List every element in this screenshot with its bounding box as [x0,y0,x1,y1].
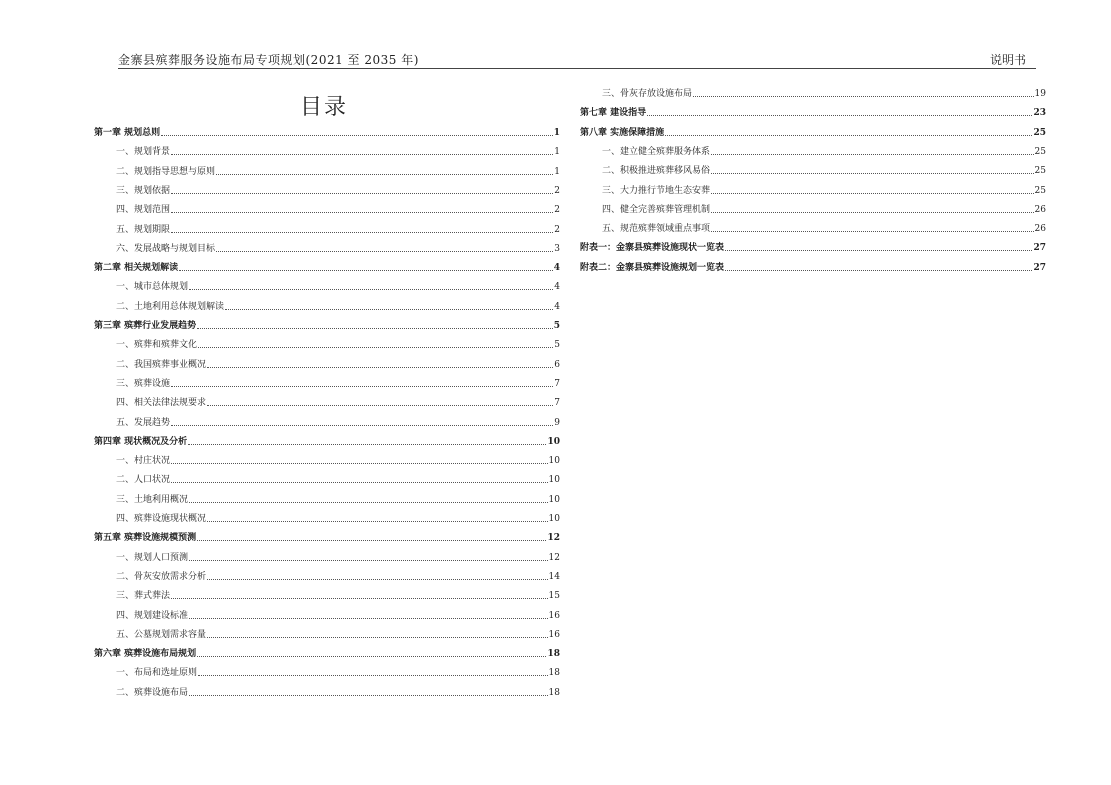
toc-entry-page-number: 10 [548,494,560,505]
toc-entry-label: 三、土地利用概况 [116,494,189,505]
toc-section-entry[interactable] [94,356,560,370]
toc-entry-label: 三、骨灰存放设施布局 [602,89,693,99]
toc-section-entry[interactable] [94,568,560,582]
toc-entry-page-number: 5 [553,321,560,331]
toc-entry-page-number: 16 [548,629,560,640]
toc-chapter-entry[interactable] [580,104,1046,118]
dot-leader [725,270,1032,271]
header-doc-type: 说明书 [989,53,1026,67]
dot-leader [171,212,553,213]
toc-entry-label: 第五章 殡葬设施规模预测 [94,533,197,544]
dot-leader [189,695,548,696]
toc-chapter-entry[interactable] [580,239,1046,253]
toc-entry-label: 三、殡葬设施 [116,378,171,389]
toc-entry-label: 四、规划范围 [116,205,171,216]
toc-chapter-entry[interactable] [580,124,1046,138]
toc-chapter-entry[interactable] [580,259,1046,273]
toc-entry-page-number: 2 [554,205,560,216]
toc-entry-page-number: 10 [547,436,560,447]
dot-leader [197,656,546,657]
toc-entry-label: 第二章 相关规划解读 [94,263,179,274]
toc-section-entry[interactable] [94,336,560,350]
dot-leader [711,154,1034,155]
toc-entry-label: 六、发展战略与规划目标 [116,243,216,254]
toc-section-entry[interactable] [94,491,560,505]
dot-leader [225,309,553,310]
toc-section-entry[interactable] [580,143,1046,157]
toc-chapter-entry[interactable] [94,317,560,331]
toc-section-entry[interactable] [94,221,560,235]
dot-leader [189,502,548,503]
toc-entry-page-number: 15 [548,591,560,602]
toc-entry-label: 一、规划人口预测 [116,552,189,563]
dot-leader [161,135,553,136]
toc-entry-label: 五、规划期限 [116,224,171,235]
dot-leader [665,135,1032,136]
toc-entry-label: 五、规范殡葬领域重点事项 [602,224,711,235]
toc-entry-page-number: 7 [554,398,560,409]
toc-chapter-entry[interactable] [94,645,560,659]
toc-chapter-entry[interactable] [94,259,560,273]
toc-section-entry[interactable] [94,298,560,312]
toc-entry-label: 第四章 现状概况及分析 [94,436,188,447]
toc-entry-page-number: 4 [554,282,560,293]
page-header [118,50,1036,69]
toc-section-entry[interactable] [94,626,560,640]
dot-leader [198,347,553,348]
toc-section-entry[interactable] [94,471,560,485]
toc-section-entry[interactable] [94,607,560,621]
toc-section-entry[interactable] [94,240,560,254]
toc-entry-page-number: 25 [1034,166,1046,177]
toc-entry-page-number: 3 [554,243,560,254]
dot-leader [171,154,553,155]
toc-entry-page-number: 10 [548,456,560,467]
toc-entry-page-number: 19 [1034,89,1046,99]
toc-entry-page-number: 25 [1034,185,1046,196]
toc-section-entry[interactable] [94,452,560,466]
toc-entry-label: 二、殡葬设施布局 [116,687,189,698]
toc-entry-label: 第七章 建设指导 [580,108,647,119]
dot-leader [216,251,553,252]
dot-leader [207,405,553,406]
toc-entry-label: 一、规划背景 [116,147,171,158]
dot-leader [711,173,1034,174]
toc-entry-page-number: 26 [1034,204,1046,215]
dot-leader [216,174,553,175]
toc-section-entry[interactable] [94,278,560,292]
toc-section-entry[interactable] [94,587,560,601]
toc-section-entry[interactable] [580,162,1046,176]
toc-entry-label: 第一章 规划总则 [94,128,161,138]
dot-leader [197,540,546,541]
dot-leader [725,250,1032,251]
toc-section-entry[interactable] [94,143,560,157]
toc-section-entry[interactable] [94,375,560,389]
toc-section-entry[interactable] [580,85,1046,99]
toc-entry-page-number: 1 [553,128,560,138]
toc-entry-page-number: 4 [554,301,560,312]
dot-leader [179,270,553,271]
toc-section-entry[interactable] [94,201,560,215]
toc-entry-label: 二、我国殡葬事业概况 [116,359,207,370]
dot-leader [207,521,548,522]
toc-entry-label: 一、村庄状况 [116,456,171,467]
dot-leader [188,444,546,445]
toc-entry-page-number: 2 [554,224,560,235]
toc-entry-label: 第三章 殡葬行业发展趋势 [94,321,197,331]
toc-entry-page-number: 18 [548,687,560,698]
toc-entry-page-number: 16 [548,610,560,621]
toc-entry-page-number: 1 [554,147,560,158]
toc-entry-label: 二、土地利用总体规划解读 [116,301,225,312]
toc-entry-label: 二、人口状况 [116,475,171,486]
dot-leader [189,289,553,290]
dot-leader [189,560,548,561]
dot-leader [197,328,553,329]
dot-leader [207,367,553,368]
toc-entry-page-number: 9 [554,417,560,428]
dot-leader [171,193,553,194]
toc-entry-page-number: 14 [548,571,560,582]
toc-entry-page-number: 12 [548,552,560,563]
dot-leader [171,232,553,233]
dot-leader [198,675,548,676]
toc-entry-label: 二、规划指导思想与原则 [116,166,216,177]
toc-chapter-entry[interactable] [94,124,560,138]
toc-entry-label: 一、建立健全殡葬服务体系 [602,146,711,157]
toc-entry-page-number: 25 [1034,146,1046,157]
toc-entry-label: 一、殡葬和殡葬文化 [116,340,198,351]
dot-leader [171,598,548,599]
toc-section-entry[interactable] [94,394,560,408]
toc-entry-page-number: 6 [554,359,560,370]
dot-leader [171,463,548,464]
toc-entry-label: 四、规划建设标准 [116,610,189,621]
toc-entry-page-number: 27 [1033,243,1046,254]
toc-section-entry[interactable] [94,684,560,698]
toc-entry-label: 三、规划依据 [116,185,171,196]
toc-entry-page-number: 25 [1033,127,1046,138]
toc-entry-page-number: 26 [1034,224,1046,235]
toc-entry-page-number: 7 [554,378,560,389]
dot-leader [711,212,1034,213]
dot-leader [207,637,548,638]
toc-entry-label: 二、积极推进殡葬移风易俗 [602,166,711,177]
toc-entry-label: 三、葬式葬法 [116,591,171,602]
toc-entry-label: 第六章 殡葬设施布局规划 [94,649,197,660]
toc-entry-page-number: 1 [554,166,560,177]
dot-leader [693,96,1034,97]
dot-leader [647,115,1032,116]
toc-entry-label: 四、殡葬设施现状概况 [116,514,207,524]
toc-entry-page-number: 10 [548,514,560,524]
toc-entry-label: 三、大力推行节地生态安葬 [602,185,711,196]
toc-entry-page-number: 18 [548,668,560,679]
header-title: 金寨县殡葬服务设施布局专项规划(2021 至 2035 年) [118,53,419,67]
toc-section-entry[interactable] [94,510,560,524]
toc-entry-page-number: 2 [554,185,560,196]
toc-entry-page-number: 12 [547,533,560,544]
toc-entry-label: 五、公墓规划需求容量 [116,629,207,640]
toc-entry-label: 四、相关法律法规要求 [116,398,207,409]
toc-section-entry[interactable] [94,163,560,177]
toc-section-entry[interactable] [580,201,1046,215]
dot-leader [189,618,548,619]
toc-section-entry[interactable] [94,414,560,428]
dot-leader [171,425,553,426]
toc-section-entry[interactable] [580,220,1046,234]
toc-section-entry[interactable] [94,664,560,678]
toc-chapter-entry[interactable] [94,529,560,543]
toc-title: 目录 [300,95,349,120]
toc-entry-label: 附表一：金寨县殡葬设施现状一览表 [580,243,725,254]
dot-leader [711,231,1034,232]
toc-entry-label: 四、健全完善殡葬管理机制 [602,204,711,215]
dot-leader [171,482,548,483]
toc-entry-label: 附表二：金寨县殡葬设施规划一览表 [580,262,725,273]
toc-entry-page-number: 10 [548,475,560,486]
toc-section-entry[interactable] [580,182,1046,196]
toc-entry-label: 一、布局和选址原则 [116,668,198,679]
toc-entry-label: 一、城市总体规划 [116,282,189,293]
toc-entry-page-number: 18 [547,649,560,660]
toc-chapter-entry[interactable] [94,433,560,447]
dot-leader [171,386,553,387]
toc-section-entry[interactable] [94,549,560,563]
toc-section-entry[interactable] [94,182,560,196]
dot-leader [711,193,1034,194]
toc-entry-page-number: 4 [553,263,560,274]
toc-entry-page-number: 27 [1033,262,1046,273]
dot-leader [207,579,548,580]
toc-entry-page-number: 23 [1033,108,1046,119]
toc-entry-label: 五、发展趋势 [116,417,171,428]
toc-entry-label: 二、骨灰安放需求分析 [116,571,207,582]
toc-entry-label: 第八章 实施保障措施 [580,127,665,138]
toc-entry-page-number: 5 [554,340,560,351]
